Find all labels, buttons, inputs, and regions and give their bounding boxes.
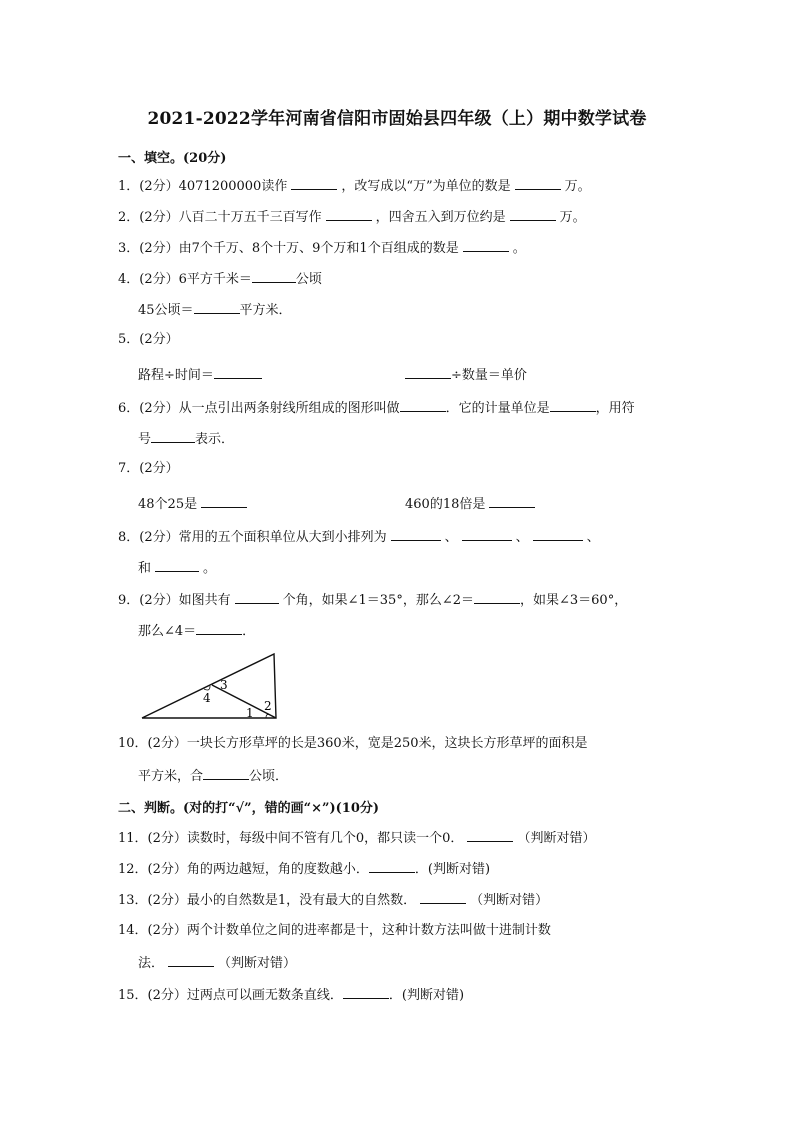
question-9-text-c: ，如果∠3＝60°， [520,593,628,608]
question-6-line-2 [138,429,234,449]
question-6 [118,398,635,418]
question-2-blank-1[interactable] [326,207,372,221]
question-15 [118,985,464,1005]
question-6-blank-2[interactable] [550,398,596,412]
question-8-separator: 、 [515,530,529,545]
angle-label-2: 2 [264,699,272,713]
question-12-text-a: 12．(2分）角的两边越短，角的度数越小． [118,862,369,877]
question-9-text-a: 9．(2分）如图共有 [118,593,231,608]
question-9-blank-3[interactable] [196,621,242,635]
question-9-text-e: ． [242,624,256,639]
question-11-text-a: 11．(2分）读数时，每级中间不管有几个0，都只读一个0． [118,831,464,846]
question-7-text-a: 7．(2分） [118,461,179,476]
question-5-line-2 [138,365,262,385]
question-2-blank-2[interactable] [510,207,556,221]
question-7-right [405,494,539,514]
question-3-text-b: 。 [512,241,526,256]
question-4-blank-1[interactable] [252,269,296,283]
question-12 [118,859,490,879]
question-10-line-2 [138,766,288,786]
question-6-text-b: ．它的计量单位是 [445,401,550,416]
question-14-text-c: （判断对错） [218,956,297,971]
question-8-text-a: 8．(2分）常用的五个面积单位从大到小排列为 [118,530,387,545]
question-3-text-a: 3．(2分）由7个千万、8个十万、9个万和1个百组成的数是 [118,241,459,256]
question-8-blank-4[interactable] [155,558,199,572]
question-7 [118,460,179,478]
question-10-blank-2[interactable] [203,766,249,780]
question-14-text-a: 14．(2分）两个计数单位之间的进率都是十，这种计数方法叫做十进制计数 [118,923,551,938]
question-5-blank-2[interactable] [405,365,451,379]
question-1-blank-1[interactable] [291,176,337,190]
question-5-text-b: 路程÷时间＝ [138,368,214,383]
question-3-blank-1[interactable] [463,238,509,252]
question-11-text-b: （判断对错） [517,831,596,846]
question-4-text-d: 平方米． [239,303,292,318]
question-7-text-b: 48个25是 [138,497,198,512]
question-8-separator: 、 [444,530,458,545]
question-2-text-b: ，四舍五入到万位约是 [375,210,506,225]
question-1-text-b: ，改写成以“万”为单位的数是 [341,179,511,194]
question-8 [118,527,600,547]
page-title: 2021-2022学年河南省信阳市固始县四年级（上）期中数学试卷 [147,109,647,129]
question-8-blank-1[interactable] [391,527,441,541]
angle-label-3: 3 [220,678,228,692]
question-2 [118,207,586,227]
question-8-text-e: 。 [203,561,217,576]
section-judge-heading: 二、判断。(对的打“√”，错的画“×”)(10分) [118,801,380,816]
question-6-blank-3[interactable] [151,429,195,443]
question-13-blank[interactable] [420,890,466,904]
question-5-text-a: 5．(2分） [118,332,179,347]
question-6-text-a: 6．(2分）从一点引出两条射线所组成的图形叫做 [118,401,400,416]
question-5 [118,331,179,349]
question-14 [118,922,551,940]
question-10-text-b: 平方米，合 [138,769,204,784]
angle-figure [140,652,282,724]
question-14-blank[interactable] [168,953,214,967]
question-4-text-b: 公顷 [295,272,322,287]
question-15-text-a: 15．(2分）过两点可以画无数条直线． [118,988,343,1003]
angle-label-4: 4 [203,691,211,705]
question-4 [118,269,322,289]
question-9 [118,590,627,610]
question-4-blank-2[interactable] [194,300,240,314]
question-11 [118,828,595,848]
question-6-text-d: 号 [138,432,152,447]
question-1-text-a: 1．(2分）4071200000读作 [118,179,288,194]
question-13-text-a: 13．(2分）最小的自然数是1，没有最大的自然数． [118,893,417,908]
question-13 [118,890,548,910]
question-8-line-2 [138,558,216,578]
question-6-text-c: ，用符 [595,401,635,416]
question-7-blank-1[interactable] [201,494,247,508]
question-15-blank[interactable] [343,985,389,999]
question-9-blank-1[interactable] [235,590,279,604]
question-2-text-c: 万。 [559,210,586,225]
question-5-blank-1[interactable] [214,365,262,379]
question-1-text-c: 万。 [564,179,591,194]
question-13-text-b: （判断对错） [470,893,549,908]
question-5-text-c: ÷数量＝单价 [451,368,527,383]
question-8-blank-3[interactable] [533,527,583,541]
question-12-blank[interactable] [369,859,415,873]
question-12-text-b: ．(判断对错) [414,862,491,877]
question-1 [118,176,591,196]
question-4-text-a: 4．(2分）6平方千米＝ [118,272,252,287]
question-8-text-d: 和 [138,561,152,576]
question-14-line-2 [138,953,296,973]
angle-label-1: 1 [246,706,254,720]
question-6-blank-1[interactable] [400,398,446,412]
question-6-text-e: 表示． [195,432,235,447]
section-fill-in-heading: 一、填空。(20分) [118,151,227,166]
question-10-text-a: 10．(2分）一块长方形草坪的长是360米，宽是250米，这块长方形草坪的面积是 [118,736,588,751]
question-5-right [405,365,527,385]
question-1-blank-2[interactable] [515,176,561,190]
question-3 [118,238,526,258]
question-8-separator: 、 [586,530,600,545]
question-9-text-b: 个角，如果∠1＝35°，那么∠2＝ [282,593,474,608]
question-7-blank-2[interactable] [489,494,535,508]
question-2-text-a: 2．(2分）八百二十万五千三百写作 [118,210,322,225]
question-11-blank[interactable] [467,828,513,842]
question-8-blank-2[interactable] [462,527,512,541]
question-10 [118,735,588,753]
question-9-line-2 [138,621,255,641]
question-7-text-c: 460的18倍是 [405,497,486,512]
question-15-text-b: ．(判断对错) [388,988,465,1003]
question-9-text-d: 那么∠4＝ [138,624,197,639]
question-7-line-2 [138,494,251,514]
question-14-text-b: 法． [138,956,165,971]
question-10-text-c: 公顷． [249,769,289,784]
question-9-blank-2[interactable] [474,590,520,604]
question-4-text-c: 45公顷＝ [138,303,194,318]
question-4-line-2 [138,300,292,320]
